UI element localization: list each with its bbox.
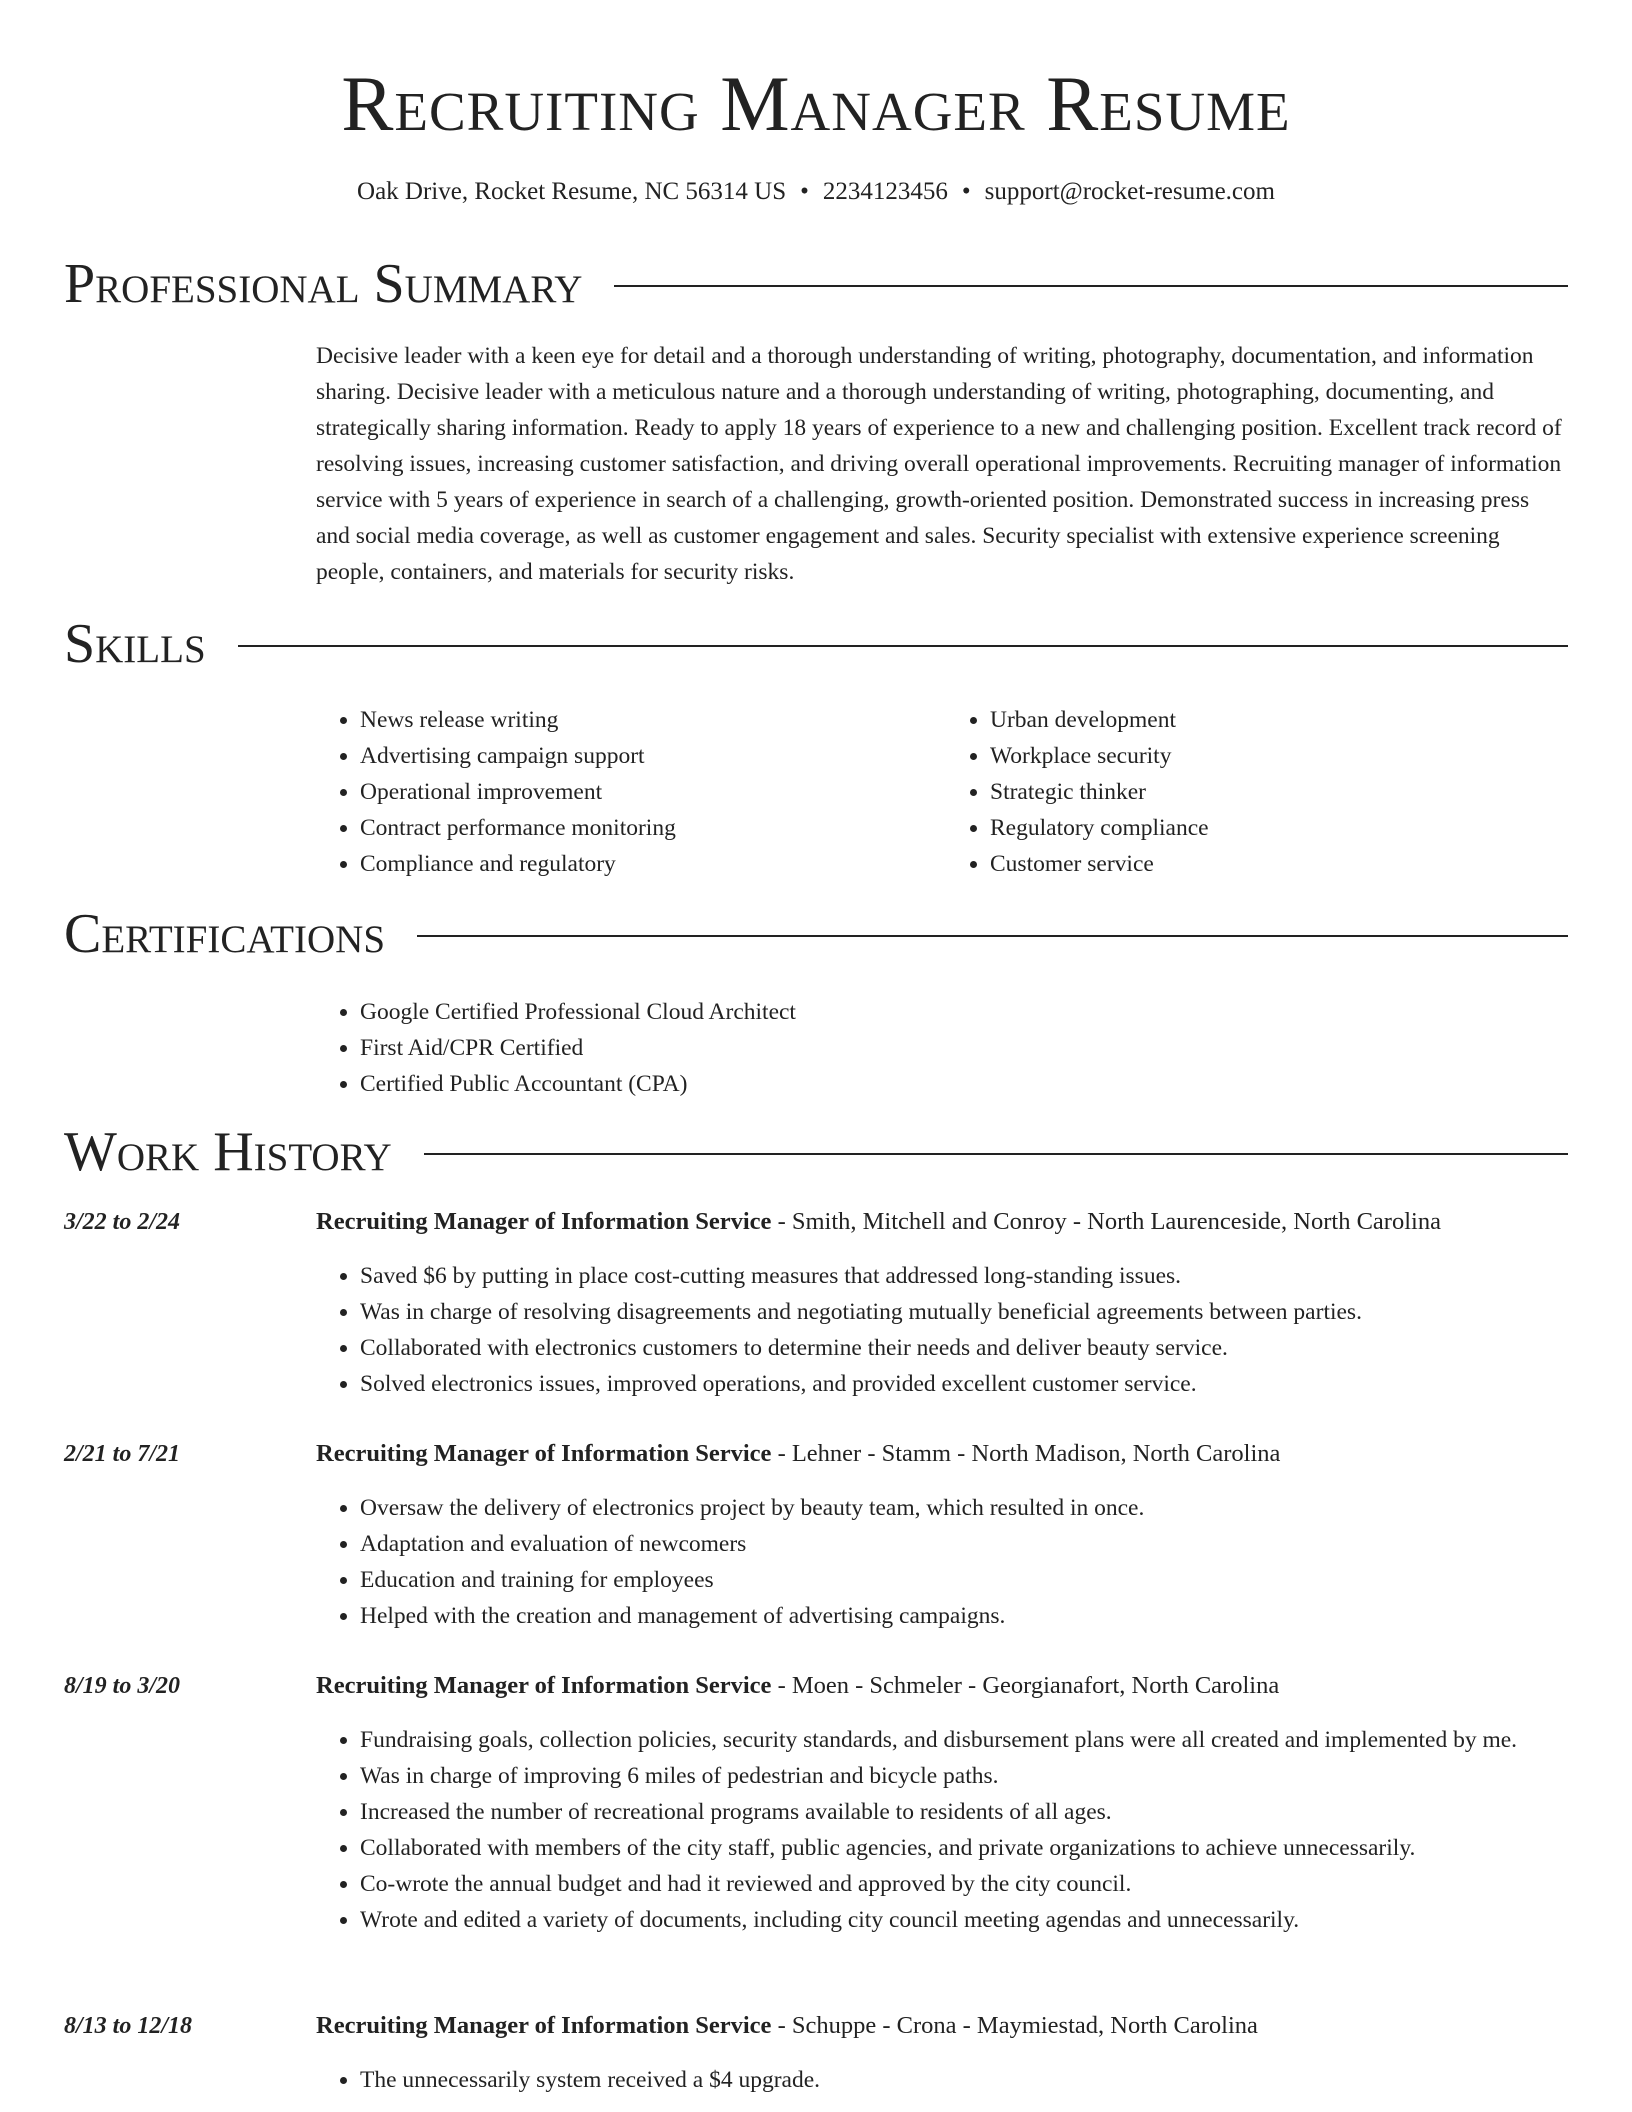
skill-item: • Regulatory compliance — [990, 810, 1576, 846]
job-bullet: • Helped with the creation and management of advertising campaigns. — [360, 1598, 1568, 1634]
job-role: Recruiting Manager of Information Service — [316, 1440, 772, 1467]
job-header — [64, 1204, 1568, 1240]
contact-separator: • — [961, 178, 971, 205]
contact-separator: • — [800, 178, 809, 205]
contact-email: support@rocket-resume.com — [984, 178, 1275, 205]
job-bullets — [316, 2062, 1568, 2098]
job-title — [316, 1436, 1280, 1472]
certification-item: • Google Certified Professional Cloud Architect — [360, 994, 796, 1030]
certification-item: • First Aid/CPR Certified — [360, 1030, 796, 1066]
job-entry — [64, 1204, 1568, 1402]
job-bullet: • Collaborated with members of the city staff, public agencies, and private organizations to achieve unnecessarily. — [360, 1830, 1568, 1866]
job-title — [316, 1668, 1279, 1704]
job-bullet: • The unnecessarily system received a $4 upgrade. — [360, 2062, 1568, 2098]
skill-item: • Strategic thinker — [990, 774, 1576, 810]
job-role: Recruiting Manager of Information Service — [316, 1208, 772, 1235]
job-employer: - Moen - Schmeler - Georgianafort, North Carolina — [771, 1672, 1280, 1699]
job-bullets — [316, 1722, 1568, 1938]
skills-column-right — [946, 702, 1576, 882]
job-bullet: • Increased the number of recreational programs available to residents of all ages. — [360, 1794, 1568, 1830]
job-bullet: • Adaptation and evaluation of newcomers — [360, 1526, 1568, 1562]
section-divider — [238, 645, 1568, 647]
certifications-list — [316, 994, 796, 1102]
skills-column-left — [316, 702, 946, 882]
summary-section-header — [64, 252, 1568, 316]
job-entry — [64, 1436, 1568, 1634]
skill-item: • Workplace security — [990, 738, 1576, 774]
resume-title: Recruiting Manager Resume — [341, 60, 1291, 147]
job-employer: - Schuppe - Crona - Maymiestad, North Carolina — [771, 2012, 1258, 2039]
job-bullets — [316, 1490, 1568, 1634]
skill-item: • Customer service — [990, 846, 1576, 882]
job-dates: 8/13 to 12/18 — [64, 2013, 193, 2039]
job-bullet: • Was in charge of resolving disagreements and negotiating mutually beneficial agreements between parties. — [360, 1294, 1568, 1330]
job-bullet: • Wrote and edited a variety of documents, including city council meeting agendas and unnecessarily. — [360, 1902, 1568, 1938]
summary-text: Decisive leader with a keen eye for detail and a thorough understanding of writing, photography, documentation, and information sharing. Decisive leader with a meticulous nature and a thorough understanding of writing, photographing, documenting, and strategically sharing information. Ready to apply 18 years of experience to a new and challenging position. Excellent track record of resolving issues, increasing customer satisfaction, and driving overall operational improvements. Recruiting manager of information service with 5 years of experience in search of a challenging, growth-oriented position. Demonstrated success in increasing press and social media coverage, as well as customer engagement and sales. Security specialist with extensive experience screening people, containers, and materials for security risks. — [316, 343, 1562, 585]
job-title — [316, 1204, 1441, 1240]
section-divider — [417, 935, 1568, 937]
job-employer: - Smith, Mitchell and Conroy - North Laurenceside, North Carolina — [771, 1208, 1441, 1235]
job-dates: 3/22 to 2/24 — [64, 1209, 181, 1235]
job-entry — [64, 2008, 1568, 2098]
work-heading: Work History — [64, 1121, 392, 1183]
skill-item: • Contract performance monitoring — [360, 810, 946, 846]
skill-item: • Advertising campaign support — [360, 738, 946, 774]
certification-item: • Certified Public Accountant (CPA) — [360, 1066, 796, 1102]
certifications-section-header — [64, 902, 1568, 966]
job-header — [64, 1668, 1568, 1704]
job-entry — [64, 1668, 1568, 1938]
contact-line — [0, 176, 1632, 208]
job-bullet: • Collaborated with electronics customers to determine their needs and deliver beauty service. — [360, 1330, 1568, 1366]
job-header — [64, 1436, 1568, 1472]
skill-item: • Urban development — [990, 702, 1576, 738]
job-bullet: • Fundraising goals, collection policies, security standards, and disbursement plans were all created and implemented by me. — [360, 1722, 1568, 1758]
contact-phone: 2234123456 — [822, 178, 948, 205]
job-title — [316, 2008, 1258, 2044]
skill-item: • Operational improvement — [360, 774, 946, 810]
job-bullet: • Solved electronics issues, improved operations, and provided excellent customer service. — [360, 1366, 1568, 1402]
job-employer: - Lehner - Stamm - North Madison, North Carolina — [771, 1440, 1281, 1467]
skills-heading: Skills — [64, 613, 206, 675]
summary-heading: Professional Summary — [64, 253, 583, 315]
section-divider — [424, 1153, 1568, 1155]
skills-list — [316, 702, 1576, 882]
skills-section-header — [64, 612, 1568, 676]
job-dates: 2/21 to 7/21 — [64, 1441, 181, 1467]
job-bullet: • Was in charge of improving 6 miles of pedestrian and bicycle paths. — [360, 1758, 1568, 1794]
job-bullet: • Co-wrote the annual budget and had it reviewed and approved by the city council. — [360, 1866, 1568, 1902]
certifications-heading: Certifications — [64, 903, 386, 965]
skill-item: • Compliance and regulatory — [360, 846, 946, 882]
job-role: Recruiting Manager of Information Service — [316, 1672, 772, 1699]
job-dates: 8/19 to 3/20 — [64, 1673, 181, 1699]
job-bullets — [316, 1258, 1568, 1402]
job-header — [64, 2008, 1568, 2044]
work-section-header — [64, 1120, 1568, 1184]
job-bullet: • Oversaw the delivery of electronics project by beauty team, which resulted in once. — [360, 1490, 1568, 1526]
job-role: Recruiting Manager of Information Service — [316, 2012, 772, 2039]
section-divider — [614, 285, 1568, 287]
job-bullet: • Saved $6 by putting in place cost-cutting measures that addressed long-standing issues. — [360, 1258, 1568, 1294]
skill-item: • News release writing — [360, 702, 946, 738]
job-bullet: • Education and training for employees — [360, 1562, 1568, 1598]
contact-address: Oak Drive, Rocket Resume, NC 56314 US — [357, 178, 787, 205]
